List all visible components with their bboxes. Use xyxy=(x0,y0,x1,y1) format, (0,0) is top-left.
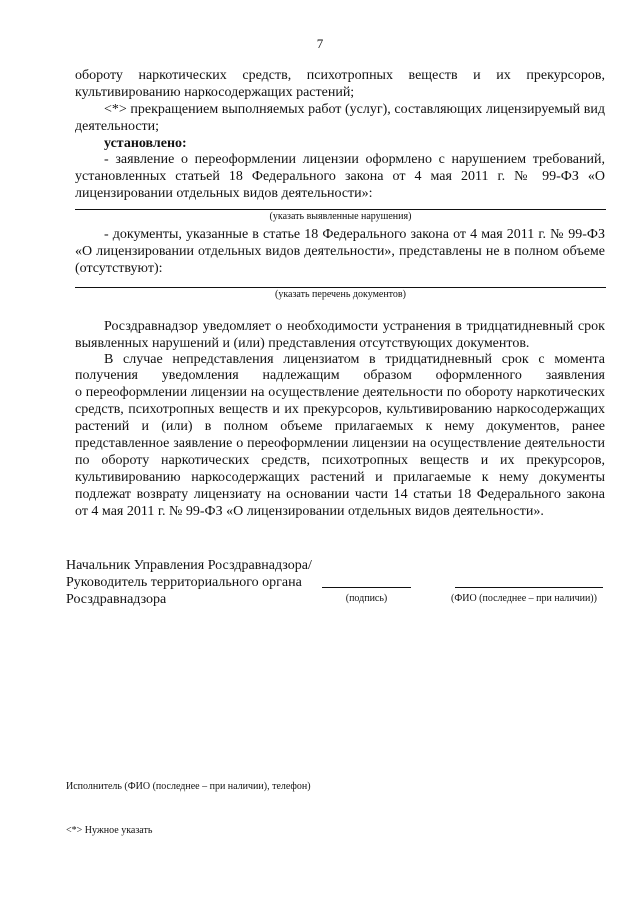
paragraph-line: обороту наркотических средств, психотропных веществ и их прекурсоров, xyxy=(75,68,605,83)
paragraph-line: лицензировании отдельных видов деятельности»: xyxy=(75,186,373,201)
paragraph-line: от 4 мая 2011 г. № 99-ФЗ «О лицензировании отдельных видов деятельности». xyxy=(75,504,544,519)
paragraph-line: деятельности; xyxy=(75,119,160,134)
paragraph-line: Росздравнадзор уведомляет о необходимости устранения в тридцатидневный срок xyxy=(104,319,605,334)
paragraph-line: <*> прекращением выполняемых работ (услуг), составляющих лицензируемый вид xyxy=(104,102,605,117)
signatory-title-line: Руководитель территориального органа xyxy=(66,575,302,590)
paragraph-line: средств, психотропных веществ и их прекурсоров, культивированию наркосодержащих xyxy=(75,402,605,417)
fill-in-line-documents xyxy=(75,287,606,288)
section-heading: установлено: xyxy=(104,136,187,151)
name-caption: (ФИО (последнее – при наличии)) xyxy=(451,593,597,604)
paragraph-line: по обороту наркотических средств, психотропных веществ и их прекурсоров, xyxy=(75,453,605,468)
paragraph-line: культивированию наркосодержащих растений; xyxy=(75,85,355,100)
paragraph-line: (отсутствуют): xyxy=(75,261,163,276)
paragraph-line: культивированию наркосодержащих растений и прилагаемые к нему документы xyxy=(75,470,605,485)
fill-in-line-violations xyxy=(75,209,606,210)
signatory-title-line: Росздравнадзора xyxy=(66,592,167,607)
paragraph-line: «О лицензировании отдельных видов деятельности», представлены не в полном объеме xyxy=(75,244,605,259)
paragraph-line: о переоформлении лицензии на осуществление деятельности по обороту наркотических xyxy=(75,385,605,400)
paragraph-line: выявленных нарушений и (или) представления отсутствующих документов. xyxy=(75,336,530,351)
violations-caption: (указать выявленные нарушения) xyxy=(269,211,412,222)
executor-note: Исполнитель (ФИО (последнее – при наличии), телефон) xyxy=(66,781,311,792)
signatory-title-line: Начальник Управления Росздравнадзора/ xyxy=(66,558,312,573)
paragraph-line: - документы, указанные в статье 18 Федерального закона от 4 мая 2011 г. № 99-ФЗ xyxy=(104,227,605,242)
footnote: <*> Нужное указать xyxy=(66,825,153,836)
paragraph-line: - заявление о переоформлении лицензии оформлено с нарушением требований, xyxy=(104,152,605,167)
name-line xyxy=(455,587,603,588)
paragraph-line: получения уведомления надлежащим образом оформленного заявления xyxy=(75,368,605,383)
documents-caption: (указать перечень документов) xyxy=(275,289,406,300)
paragraph-line: подлежат возврату лицензиату на основании части 14 статьи 18 Федерального закона xyxy=(75,487,605,502)
paragraph-line: установленных статьей 18 Федерального закона от 4 мая 2011 г. № 99-ФЗ «О xyxy=(75,169,605,184)
paragraph-line: представленное заявление о переоформлении лицензии на осуществление деятельности xyxy=(75,436,605,451)
signature-line xyxy=(322,587,411,588)
signature-caption: (подпись) xyxy=(345,593,388,604)
paragraph-line: растений и (или) в полном объеме прилагаемых к нему документов, ранее xyxy=(75,419,605,434)
page-number: 7 xyxy=(316,36,324,51)
paragraph-line: В случае непредставления лицензиатом в тридцатидневный срок с момента xyxy=(104,352,605,367)
